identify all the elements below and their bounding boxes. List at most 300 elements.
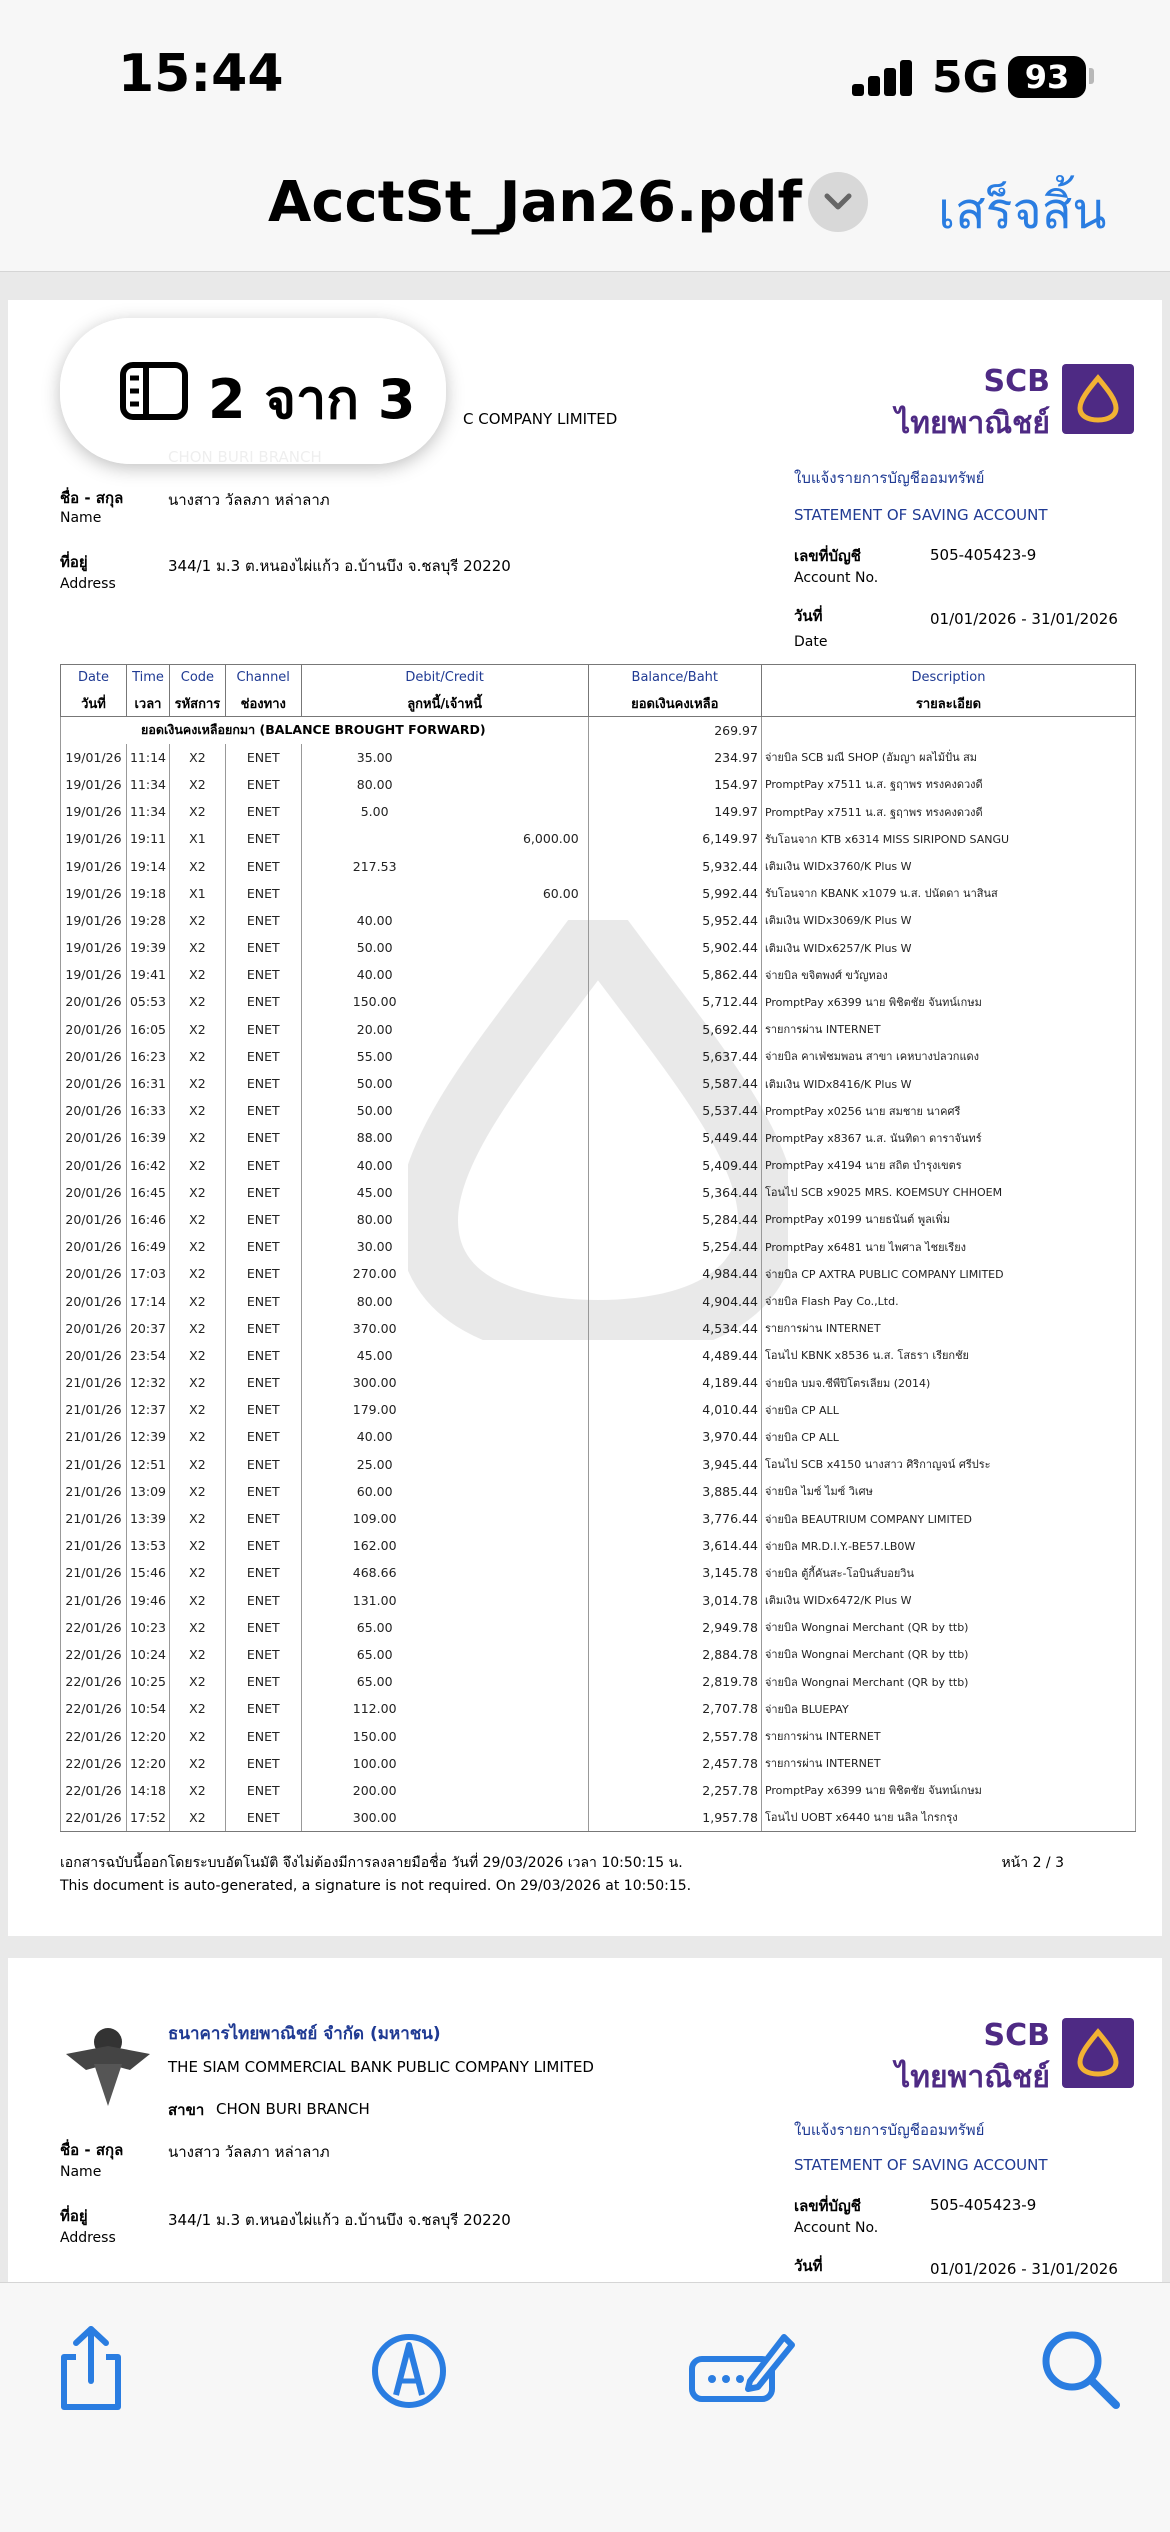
bank-name-th: ธนาคารไทยพาณิชย์ จำกัด (มหาชน) — [168, 2024, 441, 2044]
cell-channel: ENET — [225, 1124, 301, 1151]
table-row — [61, 1315, 1136, 1342]
cell-debit: 150.00 — [352, 1728, 397, 1744]
cell-balance: 3,970.44 — [588, 1423, 761, 1450]
cell-channel: ENET — [225, 1233, 301, 1260]
cell-date: 19/01/26 — [61, 798, 127, 825]
cell-code: X2 — [170, 1451, 226, 1478]
cell-debit: 370.00 — [352, 1320, 397, 1336]
cell-debit: 217.53 — [352, 858, 397, 874]
account-number: 505-405423-9 — [930, 2196, 1037, 2214]
cell-code: X2 — [170, 1233, 226, 1260]
cell-time: 14:18 — [126, 1777, 169, 1804]
cell-credit: 6,000.00 — [522, 831, 579, 847]
transactions-table — [60, 664, 1136, 1832]
cell-balance: 3,145.78 — [588, 1559, 761, 1586]
footer-note-en: This document is auto-generated, a signature is not required. On 29/03/2026 at 10:50:15. — [60, 1878, 692, 1894]
cell-debit-credit — [301, 1804, 588, 1831]
cell-debit-credit — [301, 1478, 588, 1505]
cell-debit-credit — [301, 1668, 588, 1695]
cell-debit: 112.00 — [352, 1701, 397, 1717]
document-title[interactable]: AcctSt_Jan26.pdf — [268, 170, 802, 235]
cell-debit-credit — [301, 798, 588, 825]
cell-balance: 5,862.44 — [588, 961, 761, 988]
cell-debit: 60.00 — [356, 1483, 393, 1499]
cell-time: 19:46 — [126, 1587, 169, 1614]
cell-channel: ENET — [225, 1342, 301, 1369]
cell-channel: ENET — [225, 1260, 301, 1287]
branch-value: CHON BURI BRANCH — [216, 2100, 370, 2118]
cell-time: 16:39 — [126, 1124, 169, 1151]
cell-channel: ENET — [225, 1179, 301, 1206]
col-header: Balance/Baht — [588, 665, 761, 691]
cell-date: 20/01/26 — [61, 1097, 127, 1124]
cell-code: X2 — [170, 1152, 226, 1179]
table-row — [61, 1260, 1136, 1287]
cell-balance: 5,284.44 — [588, 1206, 761, 1233]
cell-code: X2 — [170, 1532, 226, 1559]
cell-balance: 5,449.44 — [588, 1124, 761, 1151]
cell-date: 20/01/26 — [61, 988, 127, 1015]
cell-code: X2 — [170, 1423, 226, 1450]
cell-time: 19:14 — [126, 852, 169, 879]
cell-code: X2 — [170, 1614, 226, 1641]
cell-debit-credit — [301, 1722, 588, 1749]
page-indicator-text: 2 จาก 3 — [208, 368, 416, 431]
cell-channel: ENET — [225, 1396, 301, 1423]
cell-balance: 5,364.44 — [588, 1179, 761, 1206]
cell-channel: ENET — [225, 1315, 301, 1342]
table-row — [61, 1804, 1136, 1831]
cell-balance: 5,537.44 — [588, 1097, 761, 1124]
account-label-en: Account No. — [794, 2220, 879, 2236]
cell-code: X2 — [170, 1369, 226, 1396]
cell-channel: ENET — [225, 1152, 301, 1179]
cell-date: 21/01/26 — [61, 1559, 127, 1586]
table-row — [61, 1369, 1136, 1396]
cell-debit-credit — [301, 1423, 588, 1450]
cell-debit: 80.00 — [356, 1211, 393, 1227]
cell-description: รายการผ่าน INTERNET — [761, 1315, 1135, 1342]
date-label-th: วันที่ — [794, 2257, 823, 2275]
cell-debit-credit — [301, 1532, 588, 1559]
cell-balance: 5,932.44 — [588, 852, 761, 879]
cell-date: 19/01/26 — [61, 907, 127, 934]
cell-date: 21/01/26 — [61, 1369, 127, 1396]
cell-time: 16:42 — [126, 1152, 169, 1179]
search-button[interactable] — [1036, 2323, 1126, 2413]
cell-date: 19/01/26 — [61, 825, 127, 852]
brought-forward-value: 269.97 — [588, 717, 761, 744]
cell-date: 20/01/26 — [61, 1287, 127, 1314]
cell-code: X2 — [170, 798, 226, 825]
cell-time: 16:33 — [126, 1097, 169, 1124]
cell-debit: 45.00 — [356, 1347, 393, 1363]
cell-balance: 4,904.44 — [588, 1287, 761, 1314]
network-type: 5G — [932, 52, 999, 103]
cell-time: 12:51 — [126, 1451, 169, 1478]
cell-balance: 5,902.44 — [588, 934, 761, 961]
cell-description: PromptPay x6399 นาย พิชิตชัย จันทน์เกษม — [761, 1777, 1135, 1804]
cell-channel: ENET — [225, 1451, 301, 1478]
cell-date: 21/01/26 — [61, 1451, 127, 1478]
cell-date: 22/01/26 — [61, 1695, 127, 1722]
address-value: 344/1 ม.3 ต.หนองไผ่แก้ว อ.บ้านบึง จ.ชลบุรี 20220 — [168, 557, 511, 575]
cell-debit: 100.00 — [352, 1755, 397, 1771]
cell-channel: ENET — [225, 825, 301, 852]
cell-channel: ENET — [225, 1722, 301, 1749]
cell-debit-credit — [301, 1342, 588, 1369]
cell-balance: 4,010.44 — [588, 1396, 761, 1423]
cell-balance: 5,409.44 — [588, 1152, 761, 1179]
cell-channel: ENET — [225, 1641, 301, 1668]
cell-debit-credit — [301, 1233, 588, 1260]
cell-debit-credit — [301, 1614, 588, 1641]
cell-code: X2 — [170, 1804, 226, 1831]
col-header: รายละเอียด — [761, 691, 1135, 717]
statement-title-en: STATEMENT OF SAVING ACCOUNT — [794, 506, 1048, 524]
cell-date: 20/01/26 — [61, 1315, 127, 1342]
cell-channel: ENET — [225, 988, 301, 1015]
pdf-page-3: ธนาคารไทยพาณิชย์ จำกัด (มหาชน) THE SIAM COMMERCIAL BANK PUBLIC COMPANY LIMITED สาขา CHON BURI BRANCH SCB ไทยพาณิชย์ ชื่อ - สกุล Name นางสาว วัลลภา หล่าลาภ ที่อยู่ Address 344/1 ม.3 ต.หนองไผ่แก้ว อ.บ้านบึง จ.ชลบุรี 20220 ใบแจ้งรายการบัญชีออมทรัพย์ STATEMENT OF SAVING ACCOUNT เลขที่บัญชี Account No. 505-405423-9 วันที่ 01/01/2026 - 31/01/2026 — [8, 1958, 1162, 2288]
cell-description: จ่ายบิล MR.D.I.Y.-BE57.LB0W — [761, 1532, 1135, 1559]
statement-title-th: ใบแจ้งรายการบัญชีออมทรัพย์ — [794, 2121, 985, 2139]
table-row — [61, 1559, 1136, 1586]
table-row — [61, 1396, 1136, 1423]
cell-debit-credit — [301, 1451, 588, 1478]
cell-time: 11:14 — [126, 744, 169, 771]
cell-code: X2 — [170, 1179, 226, 1206]
cell-debit-credit — [301, 744, 588, 771]
cell-balance: 5,587.44 — [588, 1070, 761, 1097]
cell-debit: 80.00 — [356, 776, 393, 792]
brought-forward-row — [61, 717, 1136, 744]
cell-debit-credit — [301, 1559, 588, 1586]
cell-description: จ่ายบิล ไมซ์ ไมซ์ วิเศษ — [761, 1478, 1135, 1505]
signature-button[interactable] — [686, 2323, 776, 2413]
address-label-th: ที่อยู่ — [60, 2207, 88, 2225]
cell-time: 17:52 — [126, 1804, 169, 1831]
cell-debit-credit — [301, 934, 588, 961]
cell-debit: 50.00 — [356, 1103, 393, 1119]
cell-date: 20/01/26 — [61, 1179, 127, 1206]
page-indicator[interactable] — [60, 318, 446, 464]
cell-time: 23:54 — [126, 1342, 169, 1369]
cell-time: 16:05 — [126, 1016, 169, 1043]
cell-channel: ENET — [225, 771, 301, 798]
share-button[interactable] — [46, 2323, 136, 2413]
table-row — [61, 1587, 1136, 1614]
cell-date: 20/01/26 — [61, 1043, 127, 1070]
cell-balance: 234.97 — [588, 744, 761, 771]
cell-time: 13:53 — [126, 1532, 169, 1559]
cell-balance: 4,984.44 — [588, 1260, 761, 1287]
cell-description: เติมเงิน WIDx3760/K Plus W — [761, 852, 1135, 879]
cell-balance: 3,614.44 — [588, 1532, 761, 1559]
account-label-th: เลขที่บัญชี — [794, 2197, 861, 2215]
table-header-th — [61, 691, 1136, 717]
cell-debit: 65.00 — [356, 1619, 393, 1635]
cell-code: X2 — [170, 934, 226, 961]
branch-label: สาขา — [168, 2101, 205, 2119]
cell-code: X2 — [170, 1124, 226, 1151]
table-row — [61, 1695, 1136, 1722]
cell-date: 20/01/26 — [61, 1016, 127, 1043]
cell-channel: ENET — [225, 1423, 301, 1450]
cell-code: X2 — [170, 1777, 226, 1804]
cell-description: รายการผ่าน INTERNET — [761, 1016, 1135, 1043]
cell-debit-credit — [301, 880, 588, 907]
cell-debit-credit — [301, 825, 588, 852]
cell-description: จ่ายบิล CP AXTRA PUBLIC COMPANY LIMITED — [761, 1260, 1135, 1287]
cell-code: X2 — [170, 1750, 226, 1777]
cell-balance: 3,014.78 — [588, 1587, 761, 1614]
cell-debit-credit — [301, 1695, 588, 1722]
cell-channel: ENET — [225, 907, 301, 934]
table-row — [61, 1206, 1136, 1233]
cell-date: 22/01/26 — [61, 1777, 127, 1804]
cell-description: จ่ายบิล CP ALL — [761, 1423, 1135, 1450]
cell-balance: 2,949.78 — [588, 1614, 761, 1641]
cell-debit: 150.00 — [352, 994, 397, 1010]
cell-time: 19:11 — [126, 825, 169, 852]
cell-channel: ENET — [225, 1668, 301, 1695]
cell-code: X2 — [170, 1070, 226, 1097]
table-row — [61, 1287, 1136, 1314]
cellular-signal-icon — [852, 60, 914, 96]
cell-debit: 88.00 — [356, 1130, 393, 1146]
cell-description: โอนไป SCB x4150 นางสาว ศิริกาญจน์ ศรีประ — [761, 1451, 1135, 1478]
cell-channel: ENET — [225, 1043, 301, 1070]
cell-balance: 5,992.44 — [588, 880, 761, 907]
cell-date: 21/01/26 — [61, 1423, 127, 1450]
cell-date: 20/01/26 — [61, 1152, 127, 1179]
cell-time: 16:49 — [126, 1233, 169, 1260]
cell-date: 21/01/26 — [61, 1396, 127, 1423]
cell-description: จ่ายบิล CP ALL — [761, 1396, 1135, 1423]
cell-balance: 6,149.97 — [588, 825, 761, 852]
cell-description: จ่ายบิล ขจิตพงศ์ ขวัญทอง — [761, 961, 1135, 988]
brought-forward-label: ยอดเงินคงเหลือยกมา (BALANCE BROUGHT FORWARD) — [61, 717, 589, 744]
cell-date: 19/01/26 — [61, 961, 127, 988]
cell-date: 20/01/26 — [61, 1206, 127, 1233]
cell-description: จ่ายบิล Flash Pay Co.,Ltd. — [761, 1287, 1135, 1314]
table-row — [61, 744, 1136, 771]
statement-title-th: ใบแจ้งรายการบัญชีออมทรัพย์ — [794, 469, 985, 487]
cell-channel: ENET — [225, 1206, 301, 1233]
scb-emblem-icon — [1062, 364, 1134, 434]
cell-debit-credit — [301, 852, 588, 879]
table-row — [61, 1124, 1136, 1151]
cell-time: 12:37 — [126, 1396, 169, 1423]
cell-time: 13:09 — [126, 1478, 169, 1505]
cell-debit: 200.00 — [352, 1782, 397, 1798]
address-label-en: Address — [60, 576, 116, 592]
cell-code: X2 — [170, 1016, 226, 1043]
cell-code: X2 — [170, 1342, 226, 1369]
table-row — [61, 771, 1136, 798]
cell-channel: ENET — [225, 1559, 301, 1586]
table-row — [61, 934, 1136, 961]
name-label-th: ชื่อ - สกุล — [60, 489, 124, 507]
table-row — [61, 1043, 1136, 1070]
cell-code: X2 — [170, 1668, 226, 1695]
date-label-en: Date — [794, 634, 828, 650]
cell-date: 22/01/26 — [61, 1614, 127, 1641]
cell-debit-credit — [301, 1315, 588, 1342]
cell-debit: 55.00 — [356, 1048, 393, 1064]
cell-time: 19:18 — [126, 880, 169, 907]
cell-debit-credit — [301, 1287, 588, 1314]
cell-code: X1 — [170, 880, 226, 907]
company-name-partial: C COMPANY LIMITED — [463, 410, 618, 428]
cell-time: 13:39 — [126, 1505, 169, 1532]
cell-channel: ENET — [225, 1804, 301, 1831]
cell-code: X2 — [170, 852, 226, 879]
cell-time: 10:54 — [126, 1695, 169, 1722]
cell-code: X2 — [170, 1478, 226, 1505]
status-time: 15:44 — [118, 44, 284, 104]
markup-icon — [364, 2323, 454, 2413]
cell-description: PromptPay x8367 น.ส. นันทิดา ดาราจันทร์ — [761, 1124, 1135, 1151]
date-label-th: วันที่ — [794, 607, 823, 625]
cell-date: 19/01/26 — [61, 880, 127, 907]
markup-button[interactable] — [364, 2323, 454, 2413]
cell-balance: 4,189.44 — [588, 1369, 761, 1396]
cell-debit-credit — [301, 771, 588, 798]
cell-channel: ENET — [225, 1478, 301, 1505]
cell-time: 16:23 — [126, 1043, 169, 1070]
table-row — [61, 1016, 1136, 1043]
col-header: วันที่ — [61, 691, 127, 717]
cell-debit-credit — [301, 1369, 588, 1396]
table-row — [61, 1097, 1136, 1124]
bank-name-en: THE SIAM COMMERCIAL BANK PUBLIC COMPANY LIMITED — [168, 2058, 594, 2076]
cell-date: 22/01/26 — [61, 1750, 127, 1777]
col-header: Debit/Credit — [301, 665, 588, 691]
cell-description: เติมเงิน WIDx6257/K Plus W — [761, 934, 1135, 961]
cell-balance: 2,557.78 — [588, 1722, 761, 1749]
cell-time: 12:20 — [126, 1722, 169, 1749]
col-header: ช่องทาง — [225, 691, 301, 717]
cell-time: 16:31 — [126, 1070, 169, 1097]
cell-description: จ่ายบิล Wongnai Merchant (QR by ttb) — [761, 1668, 1135, 1695]
cell-balance: 3,885.44 — [588, 1478, 761, 1505]
cell-debit-credit — [301, 1505, 588, 1532]
cell-channel: ENET — [225, 798, 301, 825]
cell-description: PromptPay x6481 นาย ไพศาล ไชยเรียง — [761, 1233, 1135, 1260]
cell-balance: 5,952.44 — [588, 907, 761, 934]
cell-channel: ENET — [225, 1587, 301, 1614]
cell-debit-credit — [301, 1260, 588, 1287]
statement-period: 01/01/2026 - 31/01/2026 — [930, 2260, 1118, 2278]
account-number: 505-405423-9 — [930, 546, 1037, 564]
table-row — [61, 988, 1136, 1015]
cell-credit: 60.00 — [542, 885, 579, 901]
cell-channel: ENET — [225, 1532, 301, 1559]
cell-date: 20/01/26 — [61, 1233, 127, 1260]
cell-channel: ENET — [225, 1287, 301, 1314]
sidebar-thumbnails-icon — [120, 362, 188, 420]
cell-time: 12:32 — [126, 1369, 169, 1396]
cell-description: รายการผ่าน INTERNET — [761, 1722, 1135, 1749]
cell-debit: 40.00 — [356, 912, 393, 928]
table-row — [61, 1750, 1136, 1777]
cell-code: X2 — [170, 1396, 226, 1423]
cell-code: X2 — [170, 1641, 226, 1668]
name-label-th: ชื่อ - สกุล — [60, 2141, 124, 2159]
cell-channel: ENET — [225, 852, 301, 879]
cell-description: PromptPay x7511 น.ส. ฐฤาพร ทรงคงดวงดี — [761, 798, 1135, 825]
cell-code: X2 — [170, 907, 226, 934]
cell-code: X2 — [170, 1097, 226, 1124]
cell-debit-credit — [301, 1396, 588, 1423]
cell-balance: 154.97 — [588, 771, 761, 798]
cell-debit: 40.00 — [356, 1157, 393, 1173]
cell-channel: ENET — [225, 1777, 301, 1804]
cell-channel: ENET — [225, 880, 301, 907]
cell-channel: ENET — [225, 1070, 301, 1097]
cell-description: PromptPay x0199 นายธนันต์ พูลเพิ่ม — [761, 1206, 1135, 1233]
cell-debit-credit — [301, 1016, 588, 1043]
cell-code: X2 — [170, 1505, 226, 1532]
cell-debit-credit — [301, 1070, 588, 1097]
transactions-body — [61, 717, 1136, 1832]
cell-description: จ่ายบิล SCB มณี SHOP (อัมญา ผลไม้ปั่น สม — [761, 744, 1135, 771]
pdf-page-2: C COMPANY LIMITED SCB ไทยพาณิชย์ ชื่อ - สกุล Name นางสาว วัลลภา หล่าลาภ ที่อยู่ Address 344/1 ม.3 ต.หนองไผ่แก้ว อ.บ้านบึง จ.ชลบุรี 20220 ใบแจ้งรายการบัญชีออมทรัพย์ STATEMENT OF SAVING ACCOUNT เลขที่บัญชี Account No. 505-405423-9 วันที่ Date 01/01/2026 - 31/01/2026 Date Time Code Channel Debit/Credit Balance/Baht Description วันที่ เวลา รหัสการ ช่องทาง ลูกหนี้/เจ้าหนี้ ยอดเงินคงเหลือ รายละเอียด ยอดเงินคงเหลือยกมา (BALANCE BROUGHT FORWARD) 269.97 19/01/26 11:14 X2 ENET 35.00 234.97 จ่ายบิล SCB มณี SHOP (อัมญา ผลไม้ปั่น สม 19/01/26 11:34 X2 ENET 80.00 154.97 PromptPay x7511 น.ส. ฐฤาพร ทรงคงดวงดี 19/01/26 11:34 X2 ENET 5.00 149.97 PromptPay x7511 น.ส. ฐฤาพร ทรงคงดวงดี 19/01/26 19:11 X1 ENET 6,000.00 6,149.97 รับโอนจาก KTB x6314 MISS SIRIPOND SANGU 19/01/26 19:14 X2 ENET 217.53 5,932.44 เติมเงิน WIDx3760/K Plus W 19/01/26 19:18 X1 ENET 60.00 5,992.44 รับโอนจาก KBANK x1079 น.ส. ปนัดดา นาสินส 19/01/26 19:28 X2 ENET 40.00 5,952.44 เติมเงิน WIDx3069/K Plus W 19/01/26 19:39 X2 ENET 50.00 5,902.44 เติมเงิน WIDx6257/K Plus W 19/01/26 19:41 X2 ENET 40.00 5,862.44 จ่ายบิล ขจิตพงศ์ ขวัญทอง 20/01/26 05:53 X2 ENET 150.00 5,712.44 PromptPay x6399 นาย พิชิตชัย จันทน์เกษม 20/01/26 16:05 X2 ENET 20.00 5,692.44 รายการผ่าน INTERNET 20/01/26 16:23 X2 ENET 55.00 5,637.44 จ่ายบิล คาเฟ่ชมพอน สาขา เคหบางปลวกแดง 20/01/26 16:31 X2 ENET 50.00 5,587.44 เติมเงิน WIDx8416/K Plus W 20/01/26 16:33 X2 ENET 50.00 5,537.44 PromptPay x0256 นาย สมชาย นาคศรี 20/01/26 16:39 X2 ENET 88.00 5,449.44 PromptPay x8367 น.ส. นันทิดา ดาราจันทร์ 20/01/26 16:42 X2 ENET 40.00 5,409.44 PromptPay x4194 นาย สถิต บำรุงเขตร 20/01/26 16:45 X2 ENET 45.00 5,364.44 โอนไป SCB x9025 MRS. KOEMSUY CHHOEM 20/01/26 16:46 X2 ENET 80.00 5,284.44 PromptPay x0199 นายธนันต์ พูลเพิ่ม 20/01/26 16:49 X2 ENET 30.00 5,254.44 PromptPay x6481 นาย ไพศาล ไชยเรียง 20/01/26 17:03 X2 ENET 270.00 4,984.44 จ่ายบิล CP AXTRA PUBLIC COMPANY LIMITED 20/01/26 17:14 X2 ENET 80.00 4,904.44 จ่ายบิล Flash Pay Co.,Ltd. 20/01/26 20:37 X2 ENET 370.00 4,534.44 รายการผ่าน INTERNET 20/01/26 23:54 X2 ENET 45.00 4,489.44 โอนไป KBNK x8536 น.ส. โสธรา เรียกชัย 21/01/26 12:32 X2 ENET 300.00 4,189.44 จ่ายบิล บมจ.ซีพีปิโตรเลียม (2014) 21/01/26 12:37 X2 ENET 179.00 4,010.44 จ่ายบิล CP ALL 21/01/26 12:39 X2 ENET 40.00 3,970.44 จ่ายบิล CP ALL 21/01/26 12:51 X2 ENET 25.00 3,945.44 โอนไป SCB x4150 นางสาว ศิริกาญจน์ ศรีประ 21/01/26 13:09 X2 ENET 60.00 3,885.44 จ่ายบิล ไมซ์ ไมซ์ วิเศษ 21/01/26 13:39 X2 ENET 109.00 3,776.44 จ่ายบิล BEAUTRIUM COMPANY LIMITED 21/01/26 13:53 X2 ENET 162.00 3,614.44 จ่ายบิล MR.D.I.Y.-BE57.LB0W 21/01/26 15:46 X2 ENET 468.66 3,145.78 จ่ายบิล ตู้กี้คันสะ-โอบินส์บอยวิน 21/01/26 19:46 X2 ENET 131.00 3,014.78 เติมเงิน WIDx6472/K Plus W 22/01/26 10:23 X2 ENET 65.00 2,949.78 จ่ายบิล Wongnai Merchant (QR by ttb) 22/01/26 10:24 X2 ENET 65.00 2,884.78 จ่ายบิล Wongnai Merchant (QR by ttb) 22/01/26 10:25 X2 ENET 65.00 2,819.78 จ่ายบิล Wongnai Merchant (QR by ttb) 22/01/26 10:54 X2 ENET 112.00 2,707.78 จ่ายบิล BLUEPAY 22/01/26 12:20 X2 ENET 150.00 2,557.78 รายการผ่าน INTERNET 22/01/26 12:20 X2 ENET 100.00 2,457.78 รายการผ่าน INTERNET 22/01/26 14:18 X2 ENET 200.00 2,257.78 PromptPay x6399 นาย พิชิตชัย จันทน์เกษม 22/01/26 17:52 X2 ENET 300.00 1,957.78 โอนไป UOBT x6440 นาย นลิล ไกรกรุง เอกสารฉบับนี้ออกโดยระบบอัตโนมัติ จึงไม่ต้องมีการลงลายมือชื่อ วันที่ 29/03/2026 เวลา 10:50:15 น. This document is auto-generated, a signature is not required. On 29/03/2026 at 10:50:15. หน้า 2 / 3 — [8, 300, 1162, 1936]
name-value: นางสาว วัลลภา หล่าลาภ — [168, 491, 330, 509]
cell-time: 12:20 — [126, 1750, 169, 1777]
share-icon — [46, 2323, 136, 2413]
cell-description: รับโอนจาก KBANK x1079 น.ส. ปนัดดา นาสินส — [761, 880, 1135, 907]
done-button[interactable]: เสร็จสิ้น — [938, 182, 1107, 240]
cell-time: 19:28 — [126, 907, 169, 934]
cell-channel: ENET — [225, 1016, 301, 1043]
table-row — [61, 1423, 1136, 1450]
cell-code: X1 — [170, 825, 226, 852]
cell-debit-credit — [301, 1097, 588, 1124]
cell-channel: ENET — [225, 1369, 301, 1396]
table-row — [61, 1777, 1136, 1804]
cell-date: 21/01/26 — [61, 1505, 127, 1532]
table-row — [61, 907, 1136, 934]
title-menu-button[interactable] — [808, 172, 868, 232]
cell-debit: 300.00 — [352, 1809, 397, 1825]
table-row — [61, 1641, 1136, 1668]
col-header: Channel — [225, 665, 301, 691]
cell-date: 19/01/26 — [61, 744, 127, 771]
cell-debit: 5.00 — [360, 804, 389, 820]
cell-code: X2 — [170, 1206, 226, 1233]
cell-description: รายการผ่าน INTERNET — [761, 1750, 1135, 1777]
cell-debit-credit — [301, 961, 588, 988]
scb-emblem-icon — [1062, 2018, 1134, 2088]
cell-debit: 131.00 — [352, 1592, 397, 1608]
cell-description: PromptPay x0256 นาย สมชาย นาคศรี — [761, 1097, 1135, 1124]
cell-debit: 25.00 — [356, 1456, 393, 1472]
cell-debit-credit — [301, 1777, 588, 1804]
cell-description: เติมเงิน WIDx6472/K Plus W — [761, 1587, 1135, 1614]
statement-title-en: STATEMENT OF SAVING ACCOUNT — [794, 2156, 1048, 2174]
table-row — [61, 1532, 1136, 1559]
cell-time: 10:25 — [126, 1668, 169, 1695]
cell-date: 22/01/26 — [61, 1804, 127, 1831]
cell-description: เติมเงิน WIDx3069/K Plus W — [761, 907, 1135, 934]
statement-period: 01/01/2026 - 31/01/2026 — [930, 610, 1118, 628]
cell-description: PromptPay x6399 นาย พิชิตชัย จันทน์เกษม — [761, 988, 1135, 1015]
cell-balance: 5,637.44 — [588, 1043, 761, 1070]
cell-date: 19/01/26 — [61, 771, 127, 798]
cell-date: 21/01/26 — [61, 1478, 127, 1505]
